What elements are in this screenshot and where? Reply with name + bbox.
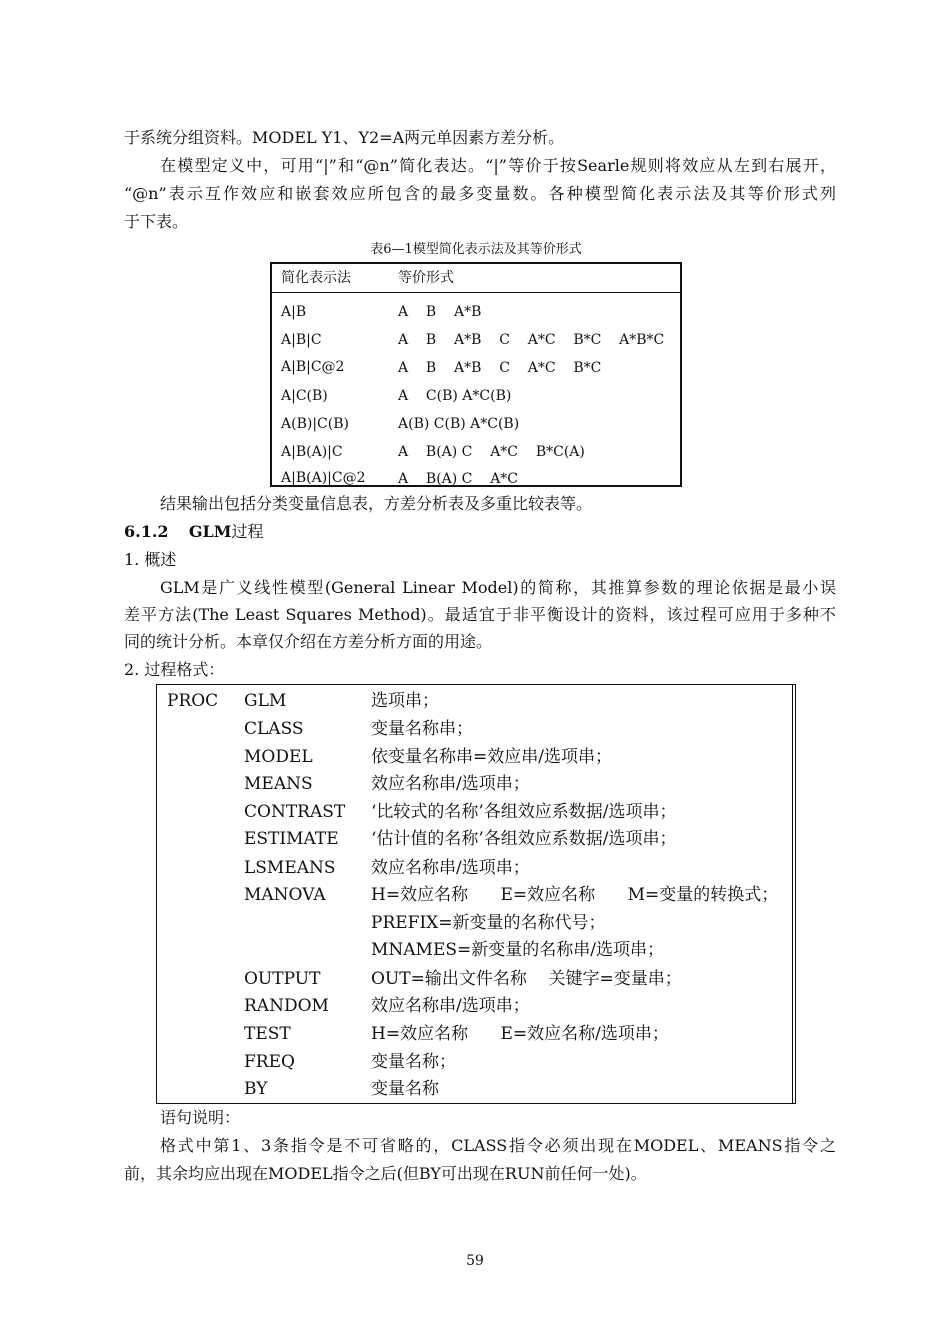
syntax-statement: CONTRAST [244,802,346,822]
syntax-statement: ESTIMATE [244,829,339,849]
subheading: 语句说明： [160,1108,241,1127]
syntax-description: PREFIX=新变量的名称代号； [371,913,606,933]
syntax-statement: GLM [244,691,287,711]
syntax-description: 效应名称串/选项串； [371,858,530,878]
syntax-description: H=效应名称 E=效应名称 M=变量的转换式； [371,885,779,905]
syntax-description: 效应名称串/选项串； [371,774,530,794]
paragraph-line: 于下表。 [124,212,189,231]
syntax-description: ‘比较式的名称’各组效应系数据/选项串； [371,802,677,822]
section-number: 6.1.2 [124,522,169,541]
table-cell: A(B)|C(B) [281,416,349,432]
syntax-statement: CLASS [244,719,304,739]
syntax-box [156,684,796,1104]
table-cell: A|B [281,304,307,320]
table-cell: A B(A) C A*C [398,471,519,487]
table-cell: A B A*B [398,304,482,320]
paragraph-line: 前，其余均应出现在MODEL指令之后(但BY可出现在RUN前任何一处)。 [124,1164,647,1183]
syntax-description: OUT=输出文件名称 关键字=变量串； [371,969,682,989]
paragraph-line: 于系统分组资料。MODEL Y1、Y2=A两元单因素方差分析。 [124,128,565,147]
paragraph-line: 同的统计分析。本章仅介绍在方差分析方面的用途。 [124,632,493,651]
syntax-statement: MANOVA [244,885,326,905]
subheading: 1. 概述 [124,550,177,569]
syntax-statement: LSMEANS [244,858,336,878]
syntax-description: H=效应名称 E=效应名称/选项串； [371,1024,669,1044]
table-cell: A|B(A)|C [281,444,343,460]
syntax-statement: RANDOM [244,996,329,1016]
table-cell: A(B) C(B) A*C(B) [398,416,520,432]
syntax-description: 效应名称串/选项串； [371,996,530,1016]
syntax-statement: MODEL [244,747,313,767]
table-cell: A|C(B) [281,388,328,404]
paragraph-line: “@n”表示互作效应和嵌套效应所包含的最多变量数。各种模型简化表示法及其等价形式列 [124,184,836,203]
syntax-description: 变量名称 [371,1079,439,1099]
syntax-statement: OUTPUT [244,969,321,989]
syntax-description: 选项串； [371,691,439,711]
model-shorthand-table [270,262,682,487]
section-title-bold: GLM [188,522,232,541]
syntax-keyword: PROC [167,691,219,711]
table-cell: A|B(A)|C@2 [281,470,366,486]
table-caption: 表6—1模型简化表示法及其等价形式 [370,242,582,257]
subheading: 2. 过程格式： [124,660,225,679]
column-header: 等价形式 [398,270,454,286]
syntax-statement: FREQ [244,1052,295,1072]
paragraph-line: 格式中第1、3条指令是不可省略的，CLASS指令必须出现在MODEL、MEANS指令之 [160,1136,836,1155]
syntax-description: MNAMES=新变量的名称串/选项串； [371,940,664,960]
syntax-statement: MEANS [244,774,313,794]
syntax-description: 变量名称； [371,1052,456,1072]
paragraph-line: 在模型定义中，可用“|”和“@n”简化表达。“|”等价于按Searle规则将效应从左到右展开， [160,156,836,175]
table-cell: A B(A) C A*C B*C(A) [398,444,585,460]
syntax-description: ‘估计值的名称’各组效应系数据/选项串； [371,829,677,849]
section-heading [124,520,264,544]
section-title-rest: 过程 [231,522,264,541]
syntax-statement: TEST [244,1024,291,1044]
syntax-description: 依变量名称串=效应串/选项串； [371,747,612,767]
syntax-description: 变量名称串； [371,719,473,739]
table-cell: A B A*B C A*C B*C [398,360,602,376]
syntax-statement: BY [244,1079,268,1099]
paragraph-line: 结果输出包括分类变量信息表，方差分析表及多重比较表等。 [160,494,593,513]
table-cell: A C(B) A*C(B) [398,388,512,404]
column-header: 简化表示法 [281,270,351,286]
page-number: 59 [466,1253,484,1269]
table-cell: A B A*B C A*C B*C A*B*C [398,332,665,348]
paragraph-line: 差平方法(The Least Squares Method)。最适宜于非平衡设计的资料，该过程可应用于多种不 [124,605,836,624]
table-cell: A|B|C [281,332,322,348]
paragraph-line: GLM是广义线性模型(General Linear Model)的简称，其推算参数的理论依据是最小误 [160,578,836,597]
table-cell: A|B|C@2 [281,359,345,375]
table-header [272,264,680,293]
